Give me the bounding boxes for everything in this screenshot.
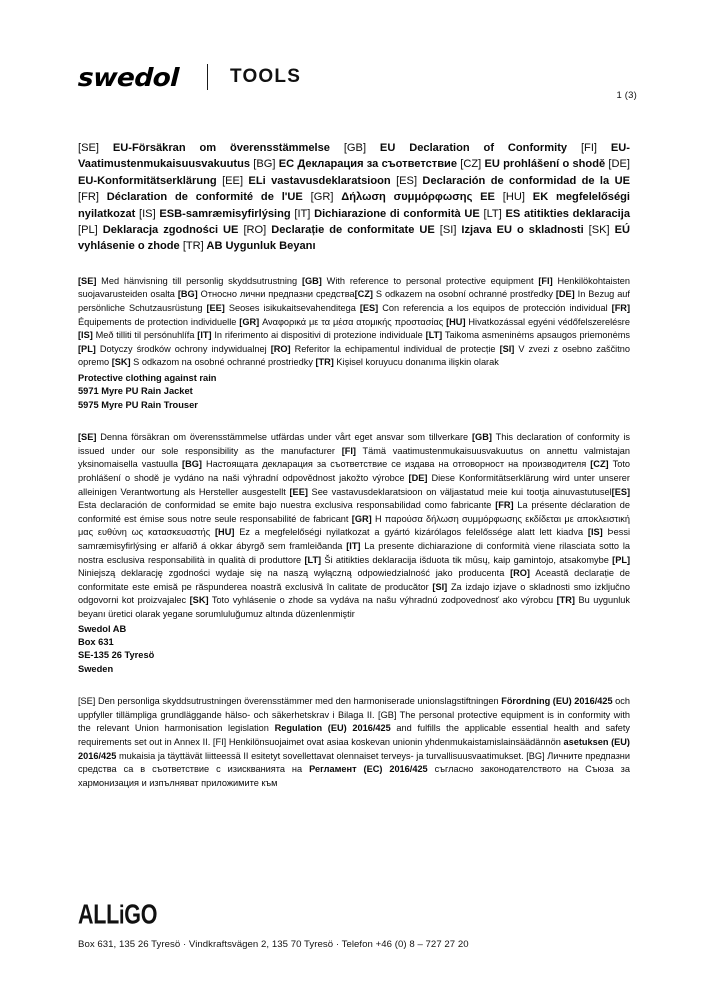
address-line: Swedol AB bbox=[78, 623, 127, 634]
language-code: [IS] bbox=[587, 527, 603, 538]
language-code: [FR] bbox=[78, 191, 99, 204]
language-code: [SE] bbox=[78, 275, 97, 286]
language-code: [FR] bbox=[611, 303, 631, 314]
section-label: TOOLS bbox=[229, 66, 302, 87]
language-code: [ES] bbox=[359, 303, 379, 314]
product-item: 5971 Myre PU Rain Jacket bbox=[78, 386, 193, 397]
language-code: [PL] bbox=[78, 224, 98, 237]
page-footer bbox=[78, 898, 637, 952]
language-code: [SI] bbox=[439, 224, 457, 237]
language-code: [LT] bbox=[483, 207, 502, 220]
language-code: [RO] bbox=[270, 343, 291, 354]
language-code: [TR] bbox=[556, 595, 575, 606]
language-code: [RO] bbox=[510, 568, 530, 579]
language-code: [IT] bbox=[294, 207, 311, 220]
language-code: [PL] bbox=[78, 343, 96, 354]
language-code: [LT] bbox=[425, 330, 443, 341]
language-code: [SI] bbox=[499, 343, 515, 354]
language-code: [EE] bbox=[289, 486, 308, 497]
language-code: [DE] bbox=[555, 289, 575, 300]
language-code: [IS] bbox=[139, 207, 156, 220]
page-header bbox=[78, 62, 637, 108]
language-code: [ES] bbox=[396, 174, 418, 187]
language-code: [IS] bbox=[78, 330, 93, 341]
brand-row bbox=[78, 62, 637, 92]
swedol-logo: swedol bbox=[77, 62, 180, 92]
language-code: [TR] bbox=[315, 357, 334, 368]
alligo-logo-part1: ALL bbox=[78, 898, 120, 931]
alligo-logo-part2: i bbox=[119, 899, 125, 929]
responsibility-text: [SE] Denna försäkran om överensstämmelse utfärdas under vårt eget ansvar som tillverkare [GB] This declaration of conformity is issued under our sole responsibility as the manufacturer [FI] Tämä vaatimustenmukaisuusvakuutus on annettu valmistajan yksinomaisella vastuulla [BG] Настоящата декларация за съответствие се издава на отговорност на производителя [CZ] Toto prohlášení o shodě je vydáno na naši výhradní odpovědnost jakožto výrobce [DE] Diese Konformitätserklärung wird unter unserer alleinigen Verantwortung als Hersteller ausgestellt [EE] See vastavusdeklaratsioon on väljastatud meie kui tootja ainuvastutusel[ES] Esta declaración de conformidad se emite bajo nuestra exclusiva responsabilidad como fabricante [FR] La présente déclaration de conformité est émise sous notre seule responsabilité de fabricant [GR] Η παρούσα δήλωση συμμόρφωσης εκδίδεται με αποκλειστική μας ευθύνη ως κατασκευαστής [HU] Ez a megfelelőségi nyilatkozat a gyártó kizárólagos felelőssége alatt lett kiadva [IS] Þessi samræmisyfirlýsing er alfarið á okkar ábyrgð sem framleiðanda [IT] La presente dichiarazione di conformità viene rilasciata sotto la nostra esclusiva responsabilità in qualità di produttore [LT] Ši atitikties deklaracija išduota tik mūsų, kaip gamintojo, atsakomybe [PL] Niniejszą deklarację zgodności wydaje się na naszą wyłączną odpowiedzialność jako producenta [RO] Această declarație de conformitate este emisă pe răspunderea noastră exclusivă în calitate de producător [SI] Za izdajo izjave o skladnosti smo izključno odgovorni kot proizvajalec [SK] Toto vyhlásenie o zhode sa vydáva na našu výhradnú zodpovednosť ako výrobcu [TR] Bu uygunluk beyanı üretici olarak yegane sorumluluğumuz altında düzenlenmiştir bbox=[78, 432, 631, 619]
language-code: [CZ] bbox=[460, 158, 482, 171]
language-code: [BG] bbox=[177, 289, 198, 300]
language-code: [BG] bbox=[253, 158, 276, 171]
language-code: [SI] bbox=[432, 581, 448, 592]
language-code: [GB] bbox=[343, 142, 367, 154]
language-code: [FI] bbox=[341, 445, 356, 456]
ppe-reference-text: [SE] Med hänvisning till personlig skyddsutrustning [GB] With reference to personal protective equipment [FI] Henkilökohtaisten suojavarusteiden osalta [BG] Относно лични предпазни средства[CZ] S odkazem na osobní ochranné prostředky [DE] In Bezug auf persönliche Schutzausrüstung [EE] Seoses isikukaitsevahenditega [ES] Con referencia a los equipos de protección individual [FR] Équipements de protection individuelle [GR] Αναφορικά με τα μέσα ατομικής προστασίας [HU] Hivatkozással egyéni védőfelszerelésre [IS] Með tilliti til persónuhlífa [IT] In riferimento ai dispositivi di protezione individuale [LT] Taikoma asmeninėms apsaugos priemonėms [PL] Dotyczy środków ochrony indywidualnej [RO] Referitor la echipamentul individual de protecție [SI] V zvezi z osebno zaščitno opremo [SK] S odkazom na osobné ochranné prostriedky [TR] Kişisel koruyucu donanıma ilişkin olarak bbox=[78, 275, 631, 368]
language-code: [HU] bbox=[215, 527, 235, 538]
language-code: [FR] bbox=[495, 500, 514, 511]
language-code: [DE] bbox=[608, 158, 630, 171]
manufacturer-address bbox=[78, 623, 630, 677]
language-code: [CZ] bbox=[590, 459, 609, 470]
language-code: [GB] bbox=[301, 275, 322, 286]
language-code: [GR] bbox=[239, 316, 260, 327]
ppe-reference-paragraph bbox=[78, 275, 630, 370]
language-code: [SK] bbox=[189, 595, 209, 606]
language-code: [SK] bbox=[111, 357, 131, 368]
language-code: [FI] bbox=[580, 142, 597, 154]
declaration-title-text: [SE] EU-Försäkran om överensstämmelse [GB] EU Declaration of Conformity [FI] EU-Vaatimustenmukaisuusvakuutus [BG] ЕС Декларация за съответствие [CZ] EU prohlášení o shodě [DE] EU-Konformitätserklärung [EE] ELi vastavusdeklaratsioon [ES] Declaración de conformidad de la UE [FR] Déclaration de conformité de l'UE [GR] Δήλωση συμμόρφωσης ΕΕ [HU] EK megfelelőségi nyilatkozat [IS] ESB-samræmisyfirlýsing [IT] Dichiarazione di conformità UE [LT] ES atitikties deklaracija [PL] Deklaracja zgodności UE [RO] Declarație de conformitate UE [SI] Izjava EU o skladnosti [SK] EÚ vyhlásenie o zhode [TR] AB Uygunluk Beyanı bbox=[78, 142, 631, 253]
regulation-paragraph: [SE] Den personliga skyddsutrustningen överensstämmer med den harmoniserade unionslagstiftningen Förordning (EU) 2016/425 och uppfyller tillämpliga grundläggande hälso- och säkerhetskrav i Bilaga II. [GB] The personal protective equipment is in conformity with the relevant Union harmonisation legislation Regulation (EU) 2016/425 and fulfills the applicable essential health and safety requirements set out in Annex II. [FI] Henkilönsuojaimet ovat asiaa koskevan unionin yhdenmukaistamislainsäädännön asetuksen (EU) 2016/425 mukaisia ja täyttävät liitteessä II esitetyt sovellettavat olennaiset terveys- ja turvallisuusvaatimukset. [BG] Личните предпазни средства са в съответствие с изискванията на Регламент (ЕС) 2016/425 съгласно законодателството на Съюза за хармонизация и изпълняват приложимите към bbox=[78, 696, 631, 788]
language-code: [GR] bbox=[310, 191, 334, 204]
logo-divider bbox=[207, 64, 208, 90]
product-category: Protective clothing against rain bbox=[78, 373, 217, 383]
declaration-title-block bbox=[78, 140, 630, 255]
alligo-logo bbox=[78, 898, 559, 931]
address-line: Box 631 bbox=[78, 636, 114, 647]
language-code: [SE] bbox=[78, 142, 99, 154]
language-code: [GR] bbox=[351, 513, 372, 524]
language-code: [ES] bbox=[611, 486, 631, 497]
product-item: 5975 Myre PU Rain Trouser bbox=[78, 399, 198, 410]
language-code: [HU] bbox=[502, 191, 525, 204]
footer-contact-line: Box 631, 135 26 Tyresö · Vindkraftsvägen 2, 135 70 Tyresö · Telefon +46 (0) 8 – 727 27 20 bbox=[78, 939, 469, 950]
language-code: [PL] bbox=[612, 554, 630, 565]
language-code: [CZ] bbox=[354, 289, 373, 300]
alligo-logo-part3: GO bbox=[124, 898, 158, 931]
address-line: SE-135 26 Tyresö bbox=[78, 650, 155, 661]
document-body bbox=[78, 140, 630, 790]
language-code: [IT] bbox=[346, 540, 361, 551]
product-list bbox=[78, 372, 630, 412]
language-code: [TR] bbox=[182, 240, 204, 253]
language-code: [BG] bbox=[182, 459, 202, 470]
language-code: [RO] bbox=[243, 224, 267, 237]
language-code: [FI] bbox=[538, 275, 553, 286]
responsibility-paragraph bbox=[78, 431, 630, 621]
language-code: [IT] bbox=[197, 330, 212, 341]
language-code: [EE] bbox=[206, 303, 225, 314]
language-code: [HU] bbox=[446, 316, 466, 327]
address-line: Sweden bbox=[78, 663, 114, 674]
language-code: [EE] bbox=[222, 174, 244, 187]
page-number: 1 (3) bbox=[616, 90, 637, 101]
language-code: [GB] bbox=[472, 432, 492, 443]
language-code: [SK] bbox=[588, 224, 610, 237]
language-code: [DE] bbox=[408, 473, 428, 483]
language-code: [SE] bbox=[78, 432, 97, 443]
language-code: [LT] bbox=[304, 554, 322, 565]
